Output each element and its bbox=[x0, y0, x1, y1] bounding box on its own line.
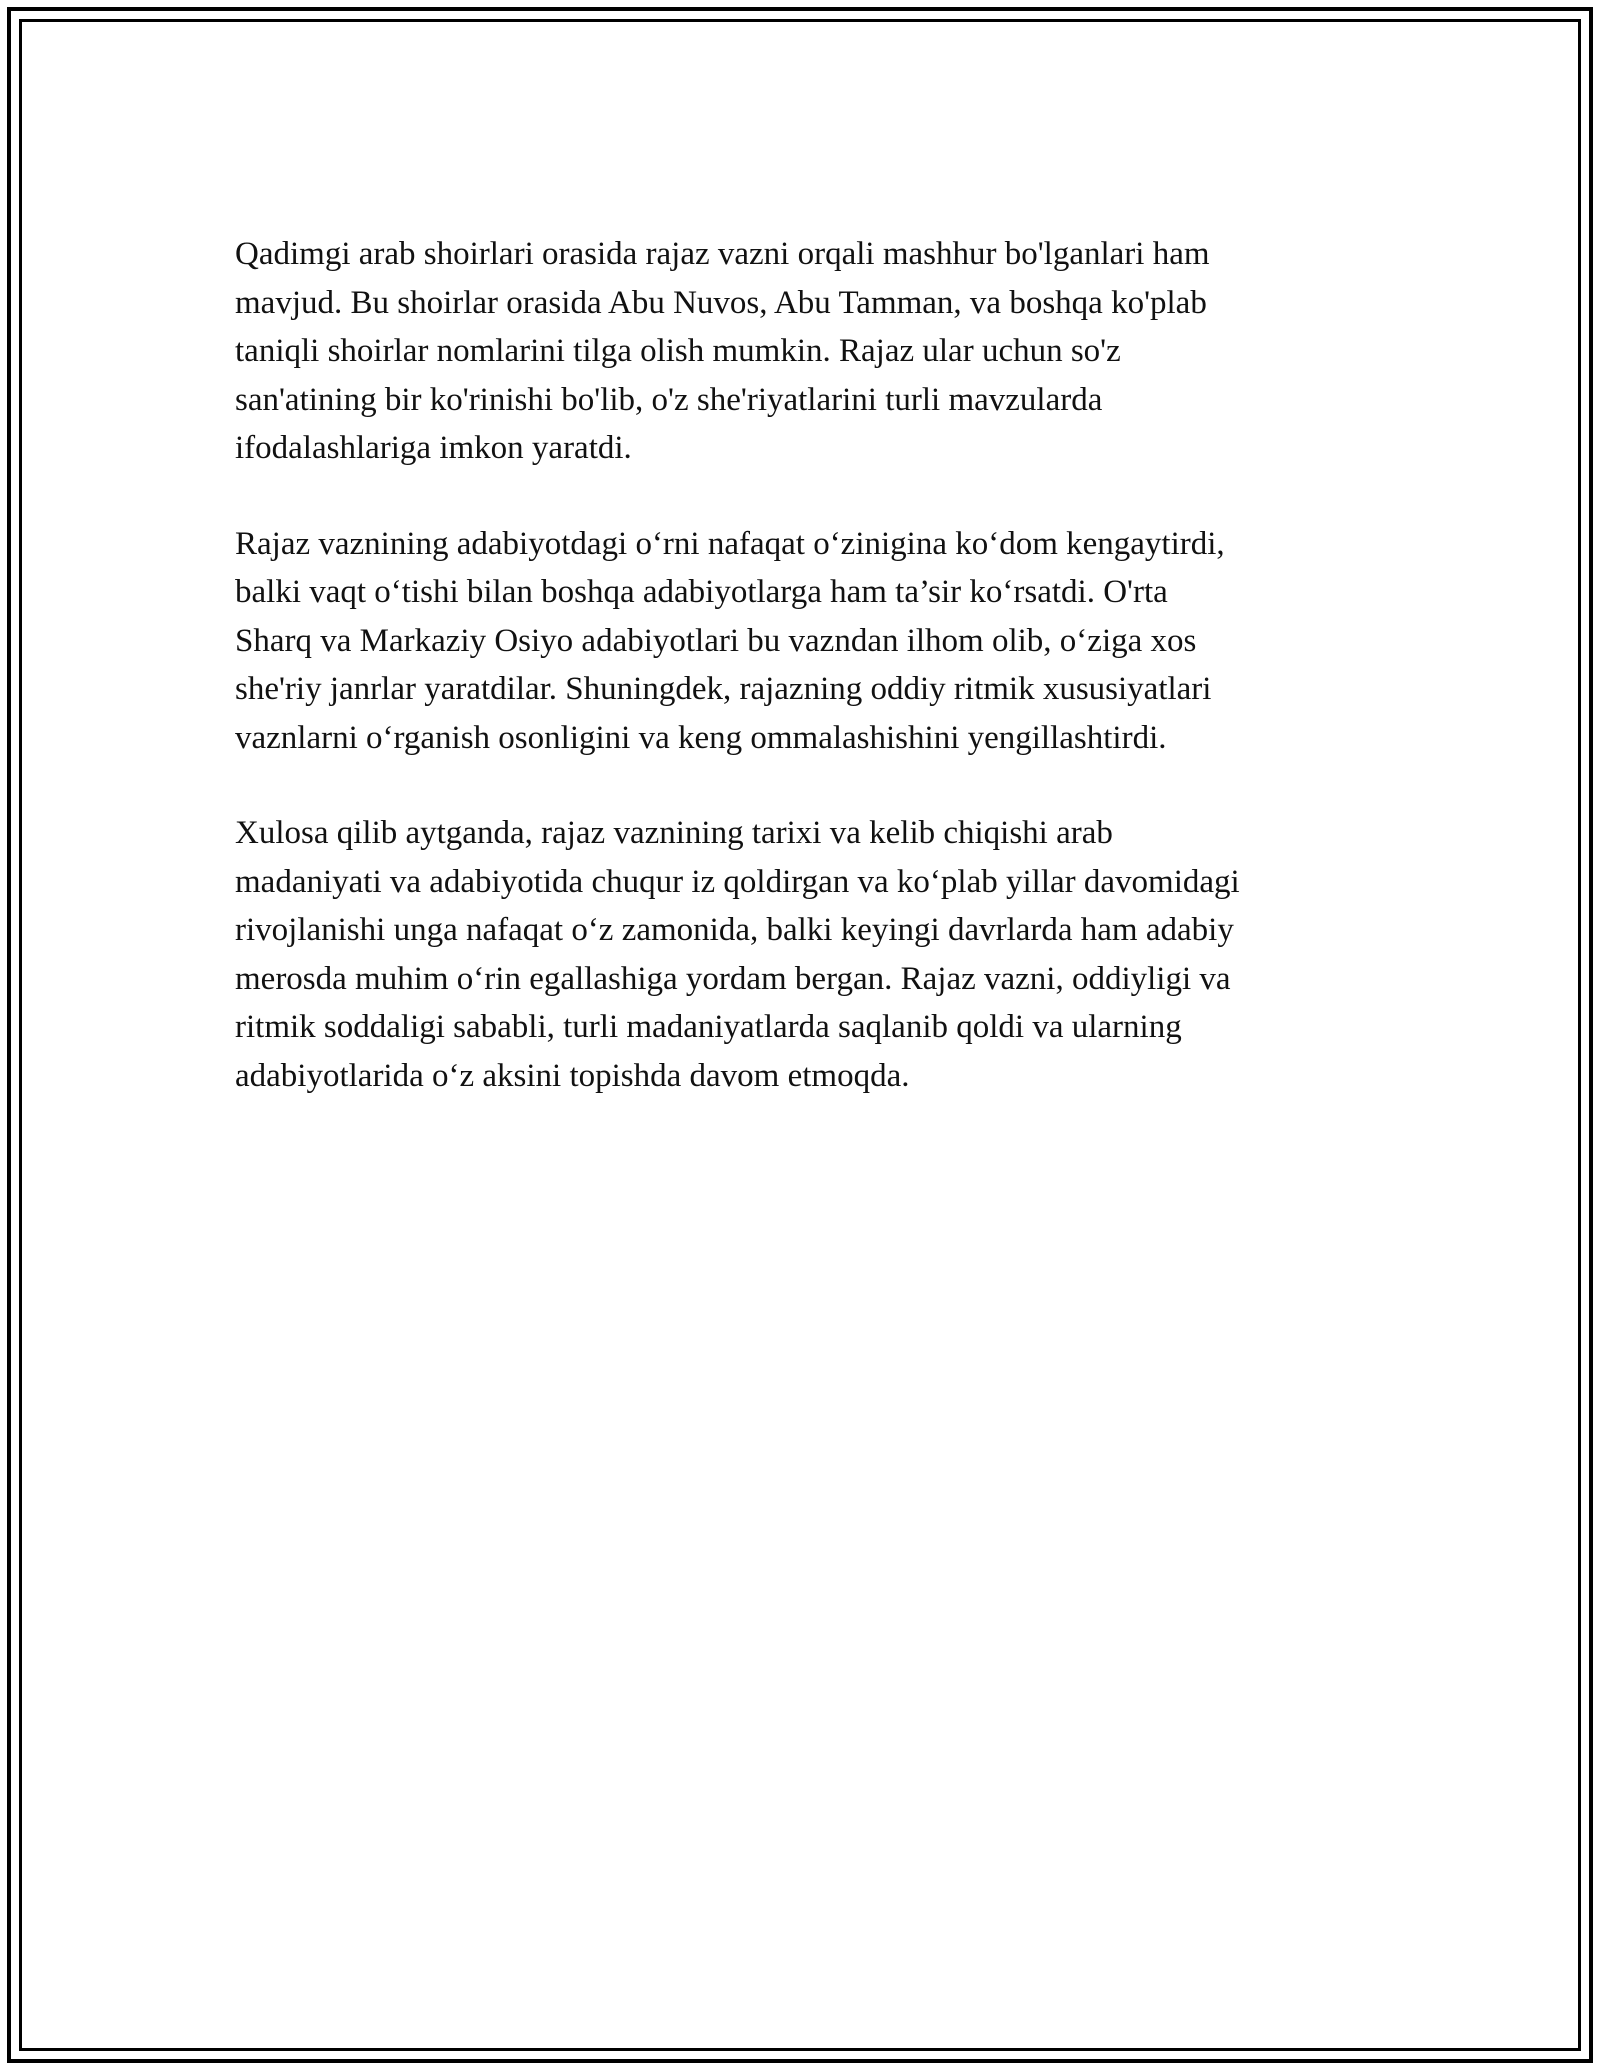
paragraph-line: merosda muhim o‘rin egallashiga yordam bergan. Rajaz vazni, oddiyligi va bbox=[235, 960, 1231, 997]
paragraph-line: rivojlanishi unga nafaqat o‘z zamonida, balki keyingi davrlarda ham adabiy bbox=[235, 912, 1234, 948]
paragraph-line: san'atining bir ko'rinishi bo'lib, o'z she'riyatlarini turli mavzularda bbox=[235, 381, 1103, 418]
paragraph-line: ritmik soddaligi sababli, turli madaniyatlarda saqlanib qoldi va ularning bbox=[235, 1009, 1182, 1045]
paragraph-line: Xulosa qilib aytganda, rajaz vaznining tarixi va kelib chiqishi arab bbox=[235, 815, 1113, 851]
paragraph-2 bbox=[235, 520, 1365, 763]
paragraph-1 bbox=[235, 230, 1365, 473]
paragraph-line: vaznlarni o‘rganish osonligini va keng ommalashishini yengillashtirdi. bbox=[235, 719, 1167, 756]
paragraph-line: balki vaqt o‘tishi bilan boshqa adabiyotlarga ham ta’sir ko‘rsatdi. O'rta bbox=[235, 574, 1168, 610]
document-body bbox=[235, 230, 1365, 1147]
paragraph-line: ifodalashlariga imkon yaratdi. bbox=[235, 430, 632, 466]
paragraph-line: adabiyotlarida o‘z aksini topishda davom etmoqda. bbox=[235, 1057, 910, 1094]
paragraph-line: mavjud. Bu shoirlar orasida Abu Nuvos, Abu Tamman, va boshqa ko'plab bbox=[235, 284, 1207, 321]
paragraph-3 bbox=[235, 809, 1365, 1100]
paragraph-line: Sharq va Markaziy Osiyo adabiyotlari bu vazndan ilhom olib, o‘ziga xos bbox=[235, 622, 1197, 659]
paragraph-line: she'riy janrlar yaratdilar. Shuningdek, rajazning oddiy ritmik xususiyatlari bbox=[235, 671, 1212, 707]
paragraph-line: Rajaz vaznining adabiyotdagi o‘rni nafaqat o‘zinigina ko‘dom kengaytirdi, bbox=[235, 525, 1225, 562]
paragraph-line: Qadimgi arab shoirlari orasida rajaz vazni orqali mashhur bo'lganlari ham bbox=[235, 236, 1210, 272]
paragraph-line: taniqli shoirlar nomlarini tilga olish mumkin. Rajaz ular uchun so'z bbox=[235, 333, 1121, 369]
paragraph-line: madaniyati va adabiyotida chuqur iz qoldirgan va ko‘plab yillar davomidagi bbox=[235, 863, 1240, 900]
